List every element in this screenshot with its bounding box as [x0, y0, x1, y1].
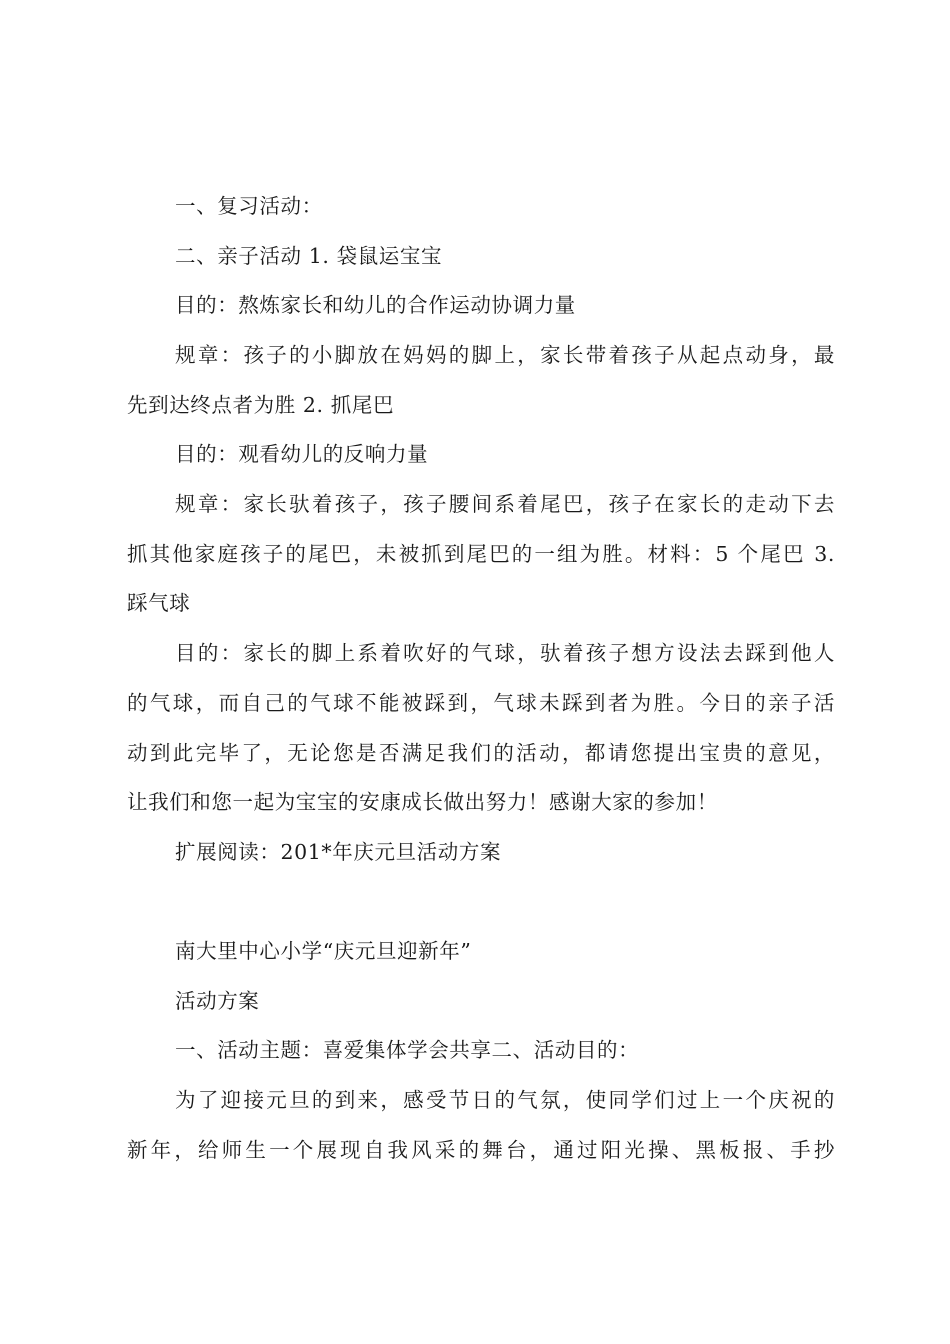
balloon-purpose-line-1: 目的：家长的脚上系着吹好的气球，驮着孩子想方设法去踩到他人	[175, 641, 835, 665]
kangaroo-rule-line-2: 先到达终点者为胜 2. 抓尾巴	[127, 393, 395, 417]
kangaroo-rule-line-1: 规章：孩子的小脚放在妈妈的脚上，家长带着孩子从起点动身，最	[175, 343, 835, 367]
tail-rule-line-1: 规章：家长驮着孩子，孩子腰间系着尾巴，孩子在家长的走动下去	[175, 492, 835, 516]
activity-plan-subtitle: 活动方案	[175, 989, 260, 1013]
school-plan-title: 南大里中心小学“庆元旦迎新年”	[175, 939, 472, 963]
closing-line-2: 让我们和您一起为宝宝的安康成长做出努力！感谢大家的参加！	[127, 790, 718, 814]
kangaroo-purpose: 目的：熬炼家长和幼儿的合作运动协调力量	[175, 293, 576, 317]
purpose-paragraph-line-2: 新年，给师生一个展现自我风采的舞台，通过阳光操、黑板报、手抄	[127, 1138, 835, 1162]
review-activity-heading: 一、复习活动：	[175, 194, 323, 218]
tail-rule-line-2: 抓其他家庭孩子的尾巴，未被抓到尾巴的一组为胜。材料：5 个尾巴 3.	[127, 542, 835, 566]
purpose-paragraph-line-1: 为了迎接元旦的到来，感受节日的气氛，使同学们过上一个庆祝的	[175, 1088, 835, 1112]
activity-theme-heading: 一、活动主题：喜爱集体学会共享二、活动目的：	[175, 1038, 640, 1062]
closing-line-1: 动到此完毕了，无论您是否满足我们的活动，都请您提出宝贵的意见，	[127, 741, 835, 765]
balloon-heading: 踩气球	[127, 591, 191, 615]
parent-child-activity-heading: 二、亲子活动 1. 袋鼠运宝宝	[175, 244, 443, 268]
tail-purpose: 目的：观看幼儿的反响力量	[175, 442, 429, 466]
balloon-purpose-line-2: 的气球，而自己的气球不能被踩到，气球未踩到者为胜。今日的亲子活	[127, 691, 835, 715]
extended-reading-title: 扩展阅读：201*年庆元旦活动方案	[175, 840, 502, 864]
